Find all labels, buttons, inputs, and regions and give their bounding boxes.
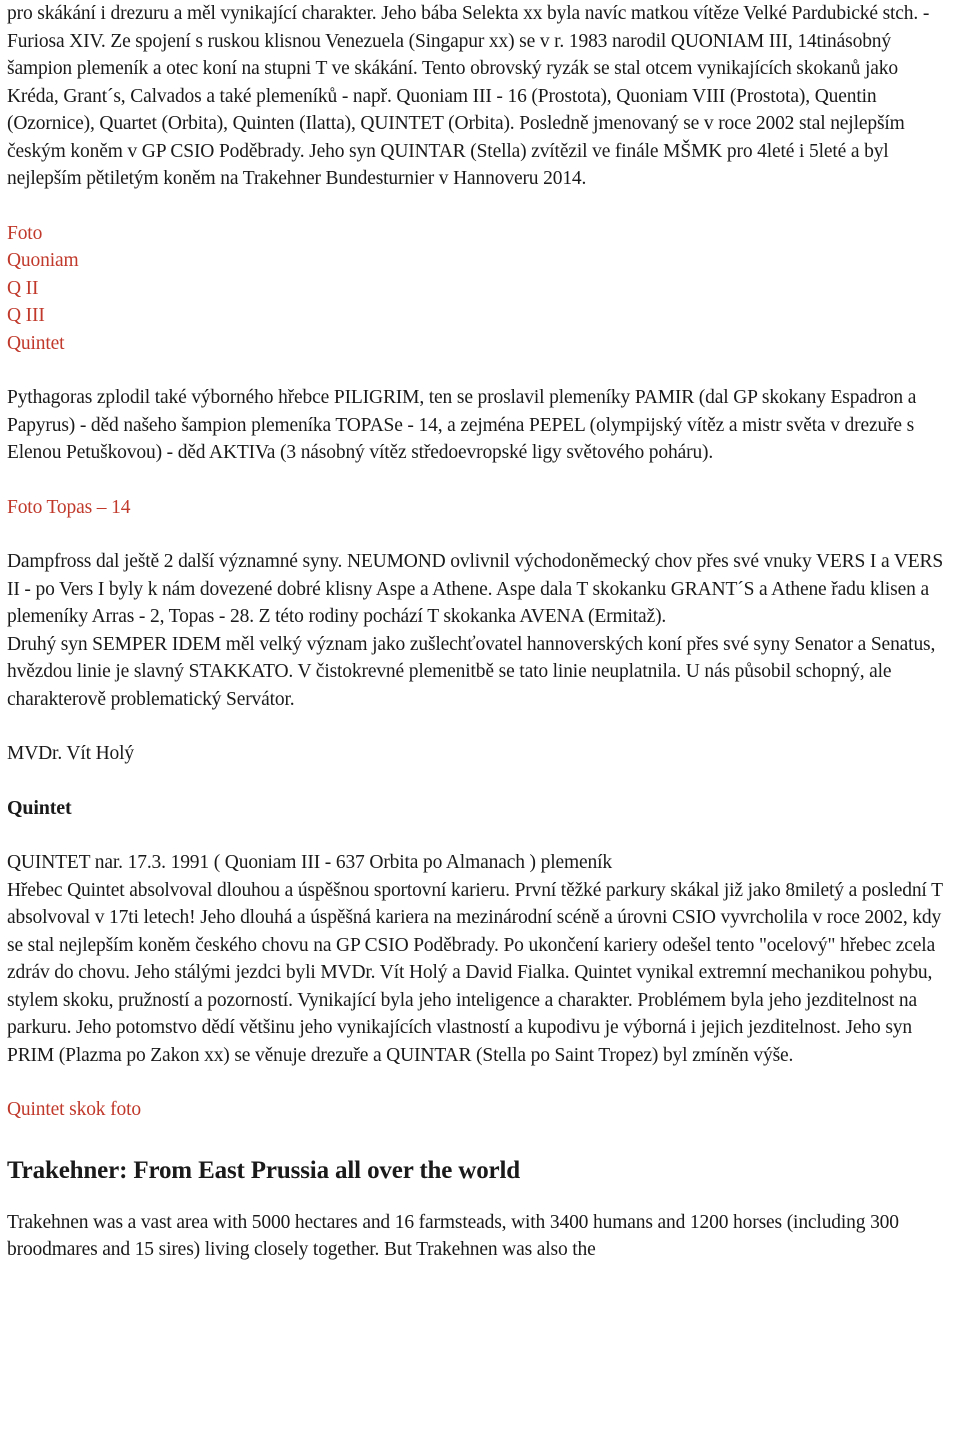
quintet-heading: Quintet [7,796,72,819]
paragraph-pythagoras: Pythagoras zplodil také výborného hřebce PILIGRIM, ten se proslavil plemeníky PAMIR (dal GP skokany Espadron a Papyrus) - děd našeho šampion plemeníka TOPASe - 14, a zejména PEPEL (olympijský vítěz a mistr světa v drezuře s Elenou Petuškovou) - děd AKTIVa (3 násobný vítěz středoevropské ligy světového poháru). [7,387,917,463]
spacer [7,713,953,740]
spacer [7,521,953,548]
spacer [7,768,953,795]
photo-link-q-iii[interactable]: Q III [7,305,45,326]
spacer [7,193,953,220]
paragraph-semper-idem: Druhý syn SEMPER IDEM měl velký význam jako zušlechťovatel hannoverských koní přes své syny Senator a Senatus, hvězdou linie je slavný STAKKATO. V čistokrevné plemenitbě se tato linie neuplatnila. U nás působil schopný, ale charakterově problematický Servátor. [7,633,936,710]
photo-link-quoniam[interactable]: Quoniam [7,250,79,271]
trakehner-heading: Trakehner: From East Prussia all over the world [7,1156,521,1184]
paragraph-quintet: Hřebec Quintet absolvoval dlouhou a úspěšnou sportovní karieru. První těžké parkury skákal již jako 8miletý a poslední T absolvoval v 17ti letech! Jeho dlouhá a úspěšná kariera na mezinárodní scéně a úrovni CSIO vyvrcholila v roce 2002, kdy se stal nejlepším koněm českého chovu na GP CSIO Poděbrady. Po ukončení kariery odešel tento "ocelový" hřebec zcela zdráv do chovu. Jeho stálými jezdci byli MVDr. Vít Holý a David Fialka. Quintet vynikal extremní mechanikou pohybu, stylem skoku, pružností a pozorností. Vynikající byla jeho inteligence a charakter. Problémem byla jeho jezditelnost na parkuru. Jeho potomstvo dědí většinu jeho vynikajících vlastností a kupodivu je výborná i jejich jezditelnost. Jeho syn PRIM (Plazma po Zakon xx) se věnuje drezuře a QUINTAR (Stella po Saint Tropez) byl zmíněn výše. [7,879,943,1066]
spacer [7,357,953,384]
spacer [7,1187,953,1209]
photo-links [7,220,953,358]
paragraph-quoniam: pro skákání i drezuru a měl vynikající charakter. Jeho bába Selekta xx byla navíc matkou vítěze Velké Pardubické stch. - Furiosa XIV. Ze spojení s ruskou klisnou Venezuela (Singapur xx) se v r. 1983 narodil QUONIAM III, 14tinásobný šampion plemeník a otec koní na stupni T ve skákání. Tento obrovský ryzák se stal otcem vynikajících skokanů jako Kréda, Grant´s, Calvados a také plemeníků - např. Quoniam III - 16 (Prostota), Quoniam VIII (Prostota), Quentin (Ozornice), Quartet (Orbita), Quinten (Ilatta), QUINTET (Orbita). Posledně jmenovaný se v roce 2002 stal nejlepším českým koněm v GP CSIO Poděbrady. Jeho syn QUINTAR (Stella) zvítězil ve finále MŠMK pro 4leté i 5leté a byl nejlepším pětiletým koněm na Trakehner Bundesturnier v Hannoveru 2014. [7,3,930,189]
photo-link-q-ii[interactable]: Q II [7,277,39,299]
quintet-birth-line: QUINTET nar. 17.3. 1991 ( Quoniam III - 637 Orbita po Almanach ) plemeník [7,852,612,873]
paragraph-dampfross: Dampfross dal ještě 2 další významné syny. NEUMOND ovlivnil východoněmecký chov přes své vnuky VERS I a VERS II - po Vers I byly k nám dovezené dobré klisny Aspe a Athene. Aspe dala T skokanku GRANT´S a Athene řadu klisen a plemeníky Arras - 2, Topas - 28. Z této rodiny pochází T skokanka AVENA (Ermitaž). [7,551,944,627]
photo-link-foto[interactable]: Foto [7,222,43,244]
photo-link-quintet-skok[interactable]: Quintet skok foto [7,1099,141,1120]
photo-link-quintet[interactable]: Quintet [7,332,65,354]
spacer [7,822,953,849]
author-signature: MVDr. Vít Holý [7,743,135,764]
spacer [7,467,953,494]
photo-link-topas[interactable]: Foto Topas – 14 [7,496,131,518]
spacer [7,1124,953,1151]
spacer [7,1069,953,1096]
paragraph-trakehnen: Trakehnen was a vast area with 5000 hectares and 16 farmsteads, with 3400 humans and 1200 horses (including 300 broodmares and 15 sires) living closely together. But Trakehnen was also the [7,1211,899,1260]
